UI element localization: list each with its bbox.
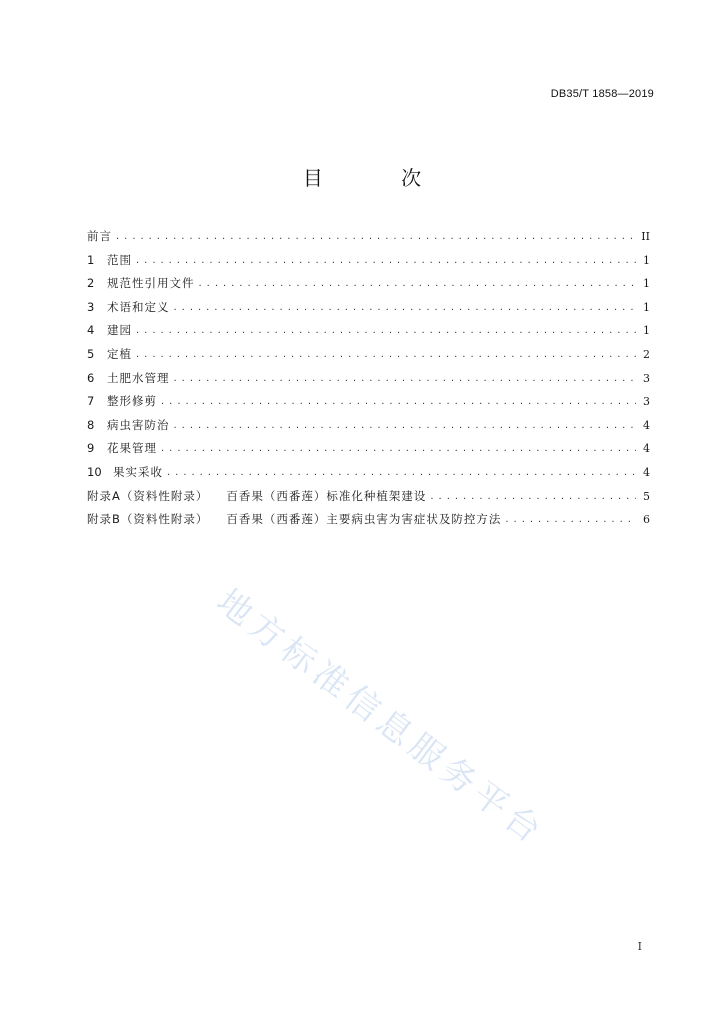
toc-entry-label: [87, 488, 426, 504]
toc-entry-label: 建园: [107, 323, 132, 338]
toc-entry-label: 术语和定义: [107, 299, 170, 314]
toc-entry-label: 花果管理: [107, 441, 157, 456]
toc-leader-dots: [174, 417, 637, 429]
toc-entry-page: 6: [643, 513, 650, 527]
toc-entry-page: 1: [643, 253, 650, 267]
table-of-contents: [87, 228, 650, 535]
toc-entry-number: 6: [87, 370, 95, 385]
toc-leader-dots: [174, 299, 637, 311]
appendix-prefix: 附录B（资料性附录）: [87, 512, 209, 527]
toc-entry-label: 定植: [107, 346, 132, 361]
toc-leader-dots: [161, 440, 636, 452]
toc-entry-soil-fertilizer-water[interactable]: [87, 370, 650, 394]
toc-entry-number: 8: [87, 417, 95, 432]
toc-entry-page: 1: [643, 300, 650, 314]
toc-entry-number: 5: [87, 346, 95, 361]
toc-entry-label: 前言: [87, 229, 112, 243]
toc-entry-label: 病虫害防治: [107, 417, 170, 432]
toc-entry-page: 4: [643, 442, 650, 456]
toc-entry-page: II: [641, 230, 650, 243]
toc-entry-pest-control[interactable]: [87, 417, 650, 441]
toc-entry-terms-definitions[interactable]: [87, 299, 650, 323]
toc-leader-dots: [136, 252, 636, 264]
toc-entry-number: 3: [87, 299, 95, 314]
document-code: DB35/T 1858—2019: [550, 88, 654, 100]
toc-leader-dots: [174, 370, 637, 382]
toc-entry-appendix-a[interactable]: [87, 488, 650, 512]
toc-entry-label: 土肥水管理: [107, 370, 170, 385]
toc-entry-normative-references[interactable]: [87, 275, 650, 299]
toc-entry-planting[interactable]: [87, 346, 650, 370]
toc-leader-dots: [505, 511, 636, 523]
appendix-title: 百香果（西番莲）标准化种植架建设: [226, 488, 427, 503]
toc-entry-number: 7: [87, 394, 95, 409]
toc-entry-scope[interactable]: [87, 252, 650, 276]
toc-entry-flower-fruit-management[interactable]: [87, 440, 650, 464]
toc-entry-number: 2: [87, 276, 95, 291]
toc-entry-page: 1: [643, 324, 650, 338]
toc-leader-dots: [161, 393, 636, 405]
toc-entry-page: 4: [643, 465, 650, 479]
toc-leader-dots: [116, 228, 636, 240]
toc-entry-appendix-b[interactable]: [87, 511, 650, 535]
toc-entry-page: 3: [643, 395, 650, 409]
toc-leader-dots: [136, 322, 636, 334]
toc-entry-label: 规范性引用文件: [107, 276, 195, 291]
toc-entry-number: 10: [87, 464, 102, 479]
toc-entry-harvest[interactable]: [87, 464, 650, 488]
toc-entry-number: 9: [87, 441, 95, 456]
toc-entry-label: 果实采收: [113, 464, 163, 479]
toc-leader-dots: [167, 464, 636, 476]
toc-entry-foreword[interactable]: [87, 228, 650, 252]
toc-leader-dots: [430, 488, 636, 500]
page-number: I: [637, 940, 642, 953]
toc-entry-number: 4: [87, 323, 95, 338]
toc-entry-label: [87, 511, 501, 527]
appendix-prefix: 附录A（资料性附录）: [87, 488, 209, 503]
watermark: 地方标准信息服务平台: [209, 581, 553, 855]
toc-entry-page: 4: [643, 418, 650, 432]
toc-entry-orchard-establishment[interactable]: [87, 322, 650, 346]
toc-entry-page: 5: [643, 489, 650, 503]
toc-leader-dots: [136, 346, 636, 358]
page-title: 目 次: [302, 166, 458, 190]
toc-entry-page: 2: [643, 347, 650, 361]
toc-entry-label: 整形修剪: [107, 394, 157, 409]
appendix-title: 百香果（西番莲）主要病虫害为害症状及防控方法: [226, 512, 502, 527]
toc-entry-label: 范围: [107, 252, 132, 267]
toc-leader-dots: [199, 275, 637, 287]
toc-entry-page: 1: [643, 277, 650, 291]
toc-entry-page: 3: [643, 371, 650, 385]
toc-entry-pruning[interactable]: [87, 393, 650, 417]
toc-entry-number: 1: [87, 252, 95, 267]
